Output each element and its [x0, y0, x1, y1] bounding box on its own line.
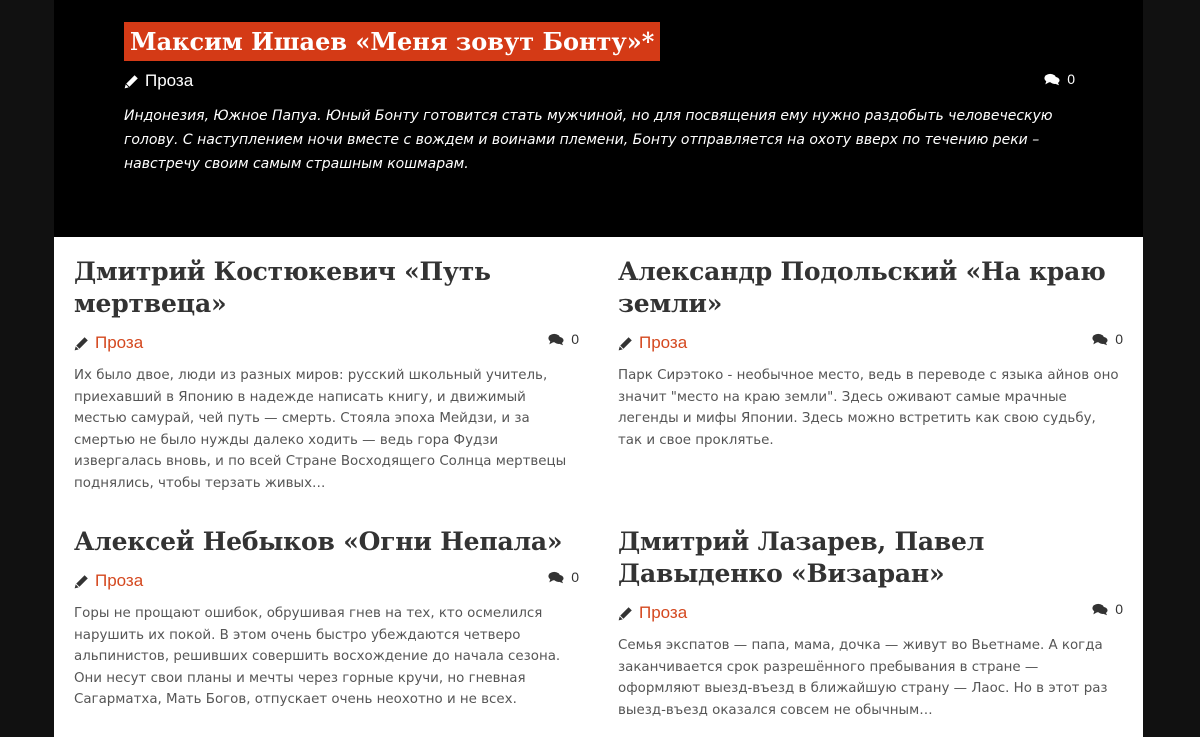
post-category-link[interactable]: Проза [639, 333, 688, 352]
comments-icon [548, 571, 564, 584]
post-comments-count: 0 [1115, 601, 1123, 617]
pencil-icon [74, 336, 89, 351]
pencil-icon [618, 336, 633, 351]
post-meta [74, 569, 579, 593]
post-category-link[interactable]: Проза [639, 603, 688, 622]
featured-post-category-link[interactable]: Проза [145, 71, 194, 90]
post-category [618, 603, 687, 623]
post-card [618, 256, 1123, 451]
featured-post [54, 0, 1143, 237]
post-title[interactable]: Алексей Небыков «Огни Непала» [74, 527, 563, 556]
post-excerpt: Семья экспатов — папа, мама, дочка — живут во Вьетнаме. А когда заканчивается срок разрешённого пребывания в стране — оформляют выезд-въезд в ближайшую страну — Лаос. Но в этот раз выезд-въезд оказался совсем не обычным… [618, 638, 1108, 718]
post-category [74, 571, 143, 591]
featured-post-comments[interactable] [1044, 71, 1075, 87]
post-title[interactable]: Александр Подольский «На краю земли» [618, 257, 1106, 318]
post-category [618, 333, 687, 353]
post-comments-count: 0 [571, 569, 579, 585]
pencil-icon [124, 74, 139, 89]
comments-icon [1092, 603, 1108, 616]
pencil-icon [618, 606, 633, 621]
post-comments[interactable] [1092, 601, 1123, 617]
post-excerpt: Горы не прощают ошибок, обрушивая гнев на тех, кто осмелился нарушить их покой. В этом очень быстро убеждаются четверо альпинистов, решивших совершить восхождение до начала сезона. Они несут свои планы и мечты через горные кручи, но гневная Сагарматха, Мать Богов, отпускает очень неохотно и не всех. [74, 606, 561, 707]
post-meta [618, 601, 1123, 625]
post-category-link[interactable]: Проза [95, 333, 144, 352]
post-comments[interactable] [548, 331, 579, 347]
post-excerpt: Парк Сирэтоко - необычное место, ведь в переводе с языка айнов оно значит "место на краю земли". Здесь оживают самые мрачные легенды и мифы Японии. Здесь можно встретить как свою судьбу, так и свое проклятье. [618, 368, 1119, 448]
comments-icon [548, 333, 564, 346]
post-card [74, 526, 579, 711]
pencil-icon [74, 574, 89, 589]
featured-post-comments-count: 0 [1067, 71, 1075, 87]
featured-post-title[interactable]: Максим Ишаев «Меня зовут Бонту»* [124, 22, 660, 61]
comments-icon [1092, 333, 1108, 346]
post-card [618, 526, 1123, 721]
comments-icon [1044, 73, 1060, 86]
page-content [54, 0, 1143, 737]
post-category [74, 333, 143, 353]
post-comments[interactable] [1092, 331, 1123, 347]
post-title[interactable]: Дмитрий Лазарев, Павел Давыденко «Визаран» [618, 527, 985, 588]
post-meta [74, 331, 579, 355]
post-title[interactable]: Дмитрий Костюкевич «Путь мертвеца» [74, 257, 491, 318]
post-comments-count: 0 [571, 331, 579, 347]
post-card [74, 256, 579, 494]
post-meta [618, 331, 1123, 355]
featured-post-excerpt: Индонезия, Южное Папуа. Юный Бонту готовится стать мужчиной, но для посвящения ему нужно раздобыть человеческую голову. С наступлением ночи вместе с вождем и воинами племени, Бонту отправляется на охоту вверх по течению реки – навстречу своим самым страшным кошмарам. [124, 108, 1053, 172]
post-comments[interactable] [548, 569, 579, 585]
post-excerpt: Их было двое, люди из разных миров: русский школьный учитель, приехавший в Японию в надежде написать книгу, и движимый местью самурай, чей путь — смерть. Стояла эпоха Мейдзи, и за смертью не было нужды далеко ходить — ведь гора Фудзи извергалась вновь, и по всей Стране Восходящего Солнца мертвецы поднялись, чтобы терзать живых… [74, 368, 567, 491]
featured-post-category [124, 71, 193, 91]
post-category-link[interactable]: Проза [95, 571, 144, 590]
post-comments-count: 0 [1115, 331, 1123, 347]
